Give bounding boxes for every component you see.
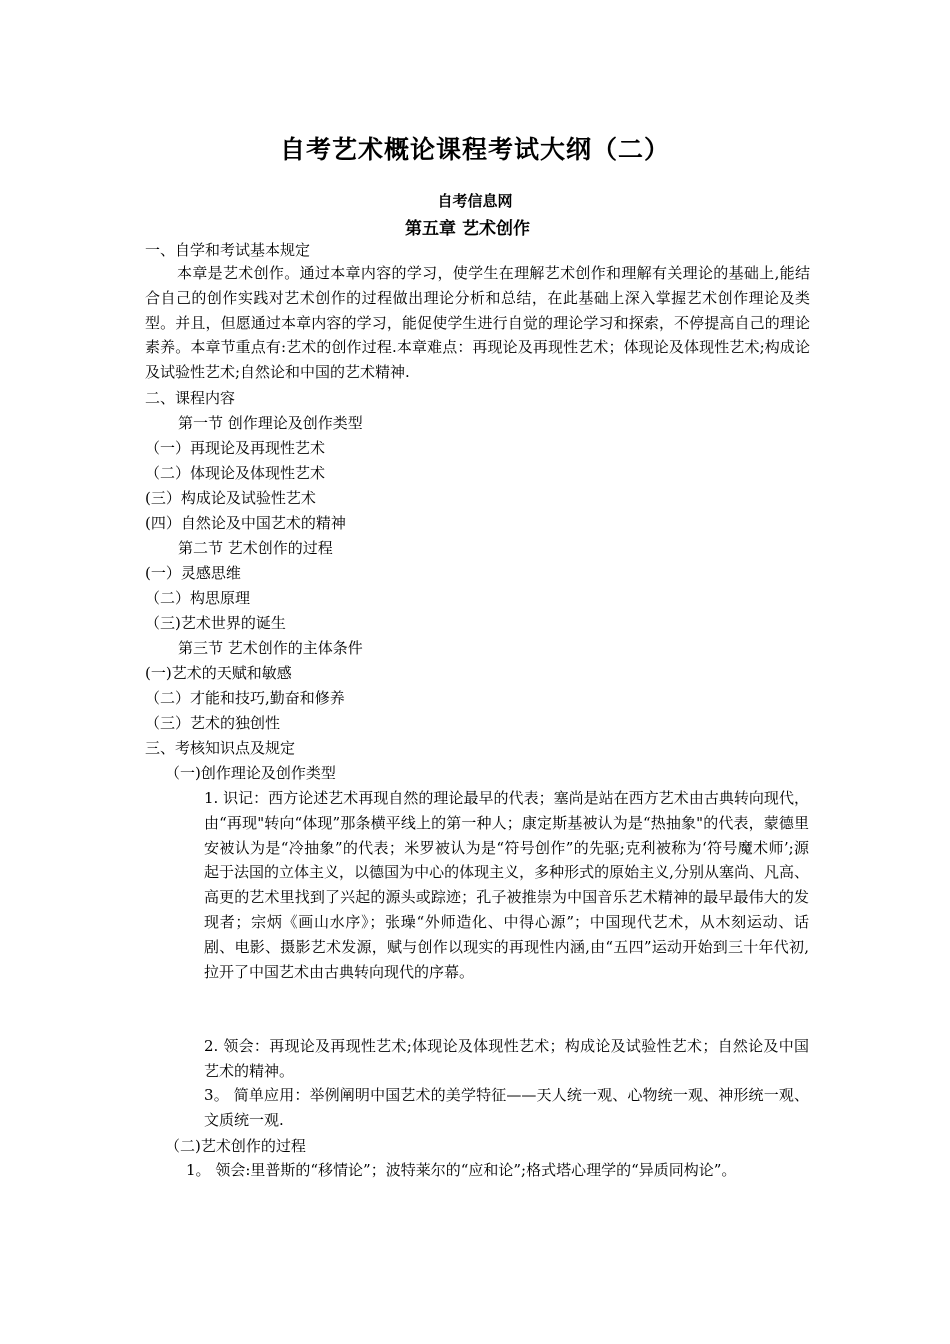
item-text: 领会：再现论及再现性艺术;体现论及体现性艺术；构成论及试验性艺术；自然论及中国艺术的精神。 <box>204 1037 809 1080</box>
list-item: （二）构思原理 <box>145 589 251 607</box>
section-heading: 二、课程内容 <box>145 389 236 407</box>
list-item: （二）才能和技巧,勤奋和修养 <box>145 689 345 707</box>
list-item: （二）体现论及体现性艺术 <box>145 464 326 482</box>
list-item: （三）艺术的独创性 <box>145 714 281 732</box>
item-number: 2. <box>204 1037 224 1055</box>
source-label: 自考信息网 <box>437 192 513 210</box>
section-heading: 三、考核知识点及规定 <box>145 739 296 757</box>
document-title: 自考艺术概论课程考试大纲（二） <box>279 135 670 164</box>
section-heading: 一、自学和考试基本规定 <box>145 241 311 259</box>
list-item: (一）灵感思维 <box>145 564 241 582</box>
subsection-heading: 第一节 创作理论及创作类型 <box>178 414 363 432</box>
subsection-heading: （一)创作理论及创作类型 <box>165 764 336 782</box>
item-text: 识记：西方论述艺术再现自然的理论最早的代表；塞尚是站在西方艺术由古典转向现代，由“再现"转向“体现”那条横平线上的第一种人；康定斯基被认为是“热抽象"的代表，蒙德里安被认为是“冷抽象”的代表；米罗被认为是“符号创作”的先驱;克利被称为‘符号魔术师’;源起于法国的立体主义，以德国为中心的体现主义，多种形式的原始主义,分别从塞尚、凡高、高更的艺术里找到了兴起的源头或踪迹；孔子被推崇为中国音乐艺术精神的最早最伟大的发现者；宗炳《画山水序》；张璪“外师造化、中得心源”；中国现代艺术，从木刻运动、话剧、电影、摄影艺术发源，赋与创作以现实的再现性内涵,由“五四”运动开始到三十年代初,拉开了中国艺术由古典转向现代的序幕。 <box>204 789 809 981</box>
knowledge-item <box>204 1034 809 1084</box>
knowledge-item <box>204 786 809 984</box>
item-text: 简单应用：举例阐明中国艺术的美学特征——天人统一观、心物统一观、神形统一观、文质统一观. <box>204 1086 809 1129</box>
knowledge-item <box>204 1083 809 1133</box>
subsection-heading: 第二节 艺术创作的过程 <box>178 539 333 557</box>
intro-paragraph: 本章是艺术创作。通过本章内容的学习，使学生在理解艺术创作和理解有关理论的基础上,能结合自己的创作实践对艺术创作的过程做出理论分析和总结，在此基础上深入掌握艺术创作理论及类型。并且，但愿通过本章内容的学习，能促使学生进行自觉的理论学习和探索，不停提高自己的理论素养。本章节重点有:艺术的创作过程.本章难点：再现论及再现性艺术；体现论及体现性艺术;构成论及试验性艺术;自然论和中国的艺术精神. <box>145 264 810 382</box>
list-item: (一)艺术的天赋和敏感 <box>145 664 292 682</box>
subsection-heading: 第三节 艺术创作的主体条件 <box>178 639 363 657</box>
item-number: 3。 <box>204 1086 229 1104</box>
item-number: 1. <box>204 789 224 807</box>
knowledge-item <box>186 1158 809 1183</box>
list-item: （三)艺术世界的诞生 <box>145 614 286 632</box>
list-item: (三）构成论及试验性艺术 <box>145 489 316 507</box>
subsection-heading: （二)艺术创作的过程 <box>165 1137 306 1155</box>
list-item: （一）再现论及再现性艺术 <box>145 439 326 457</box>
item-text: 领会:里普斯的“移情论”；波特莱尔的“应和论”;格式塔心理学的“异质同构论”。 <box>210 1161 737 1179</box>
item-number: 1。 <box>186 1161 211 1179</box>
list-item: (四）自然论及中国艺术的精神 <box>145 514 346 532</box>
chapter-heading: 第五章 艺术创作 <box>405 219 530 239</box>
